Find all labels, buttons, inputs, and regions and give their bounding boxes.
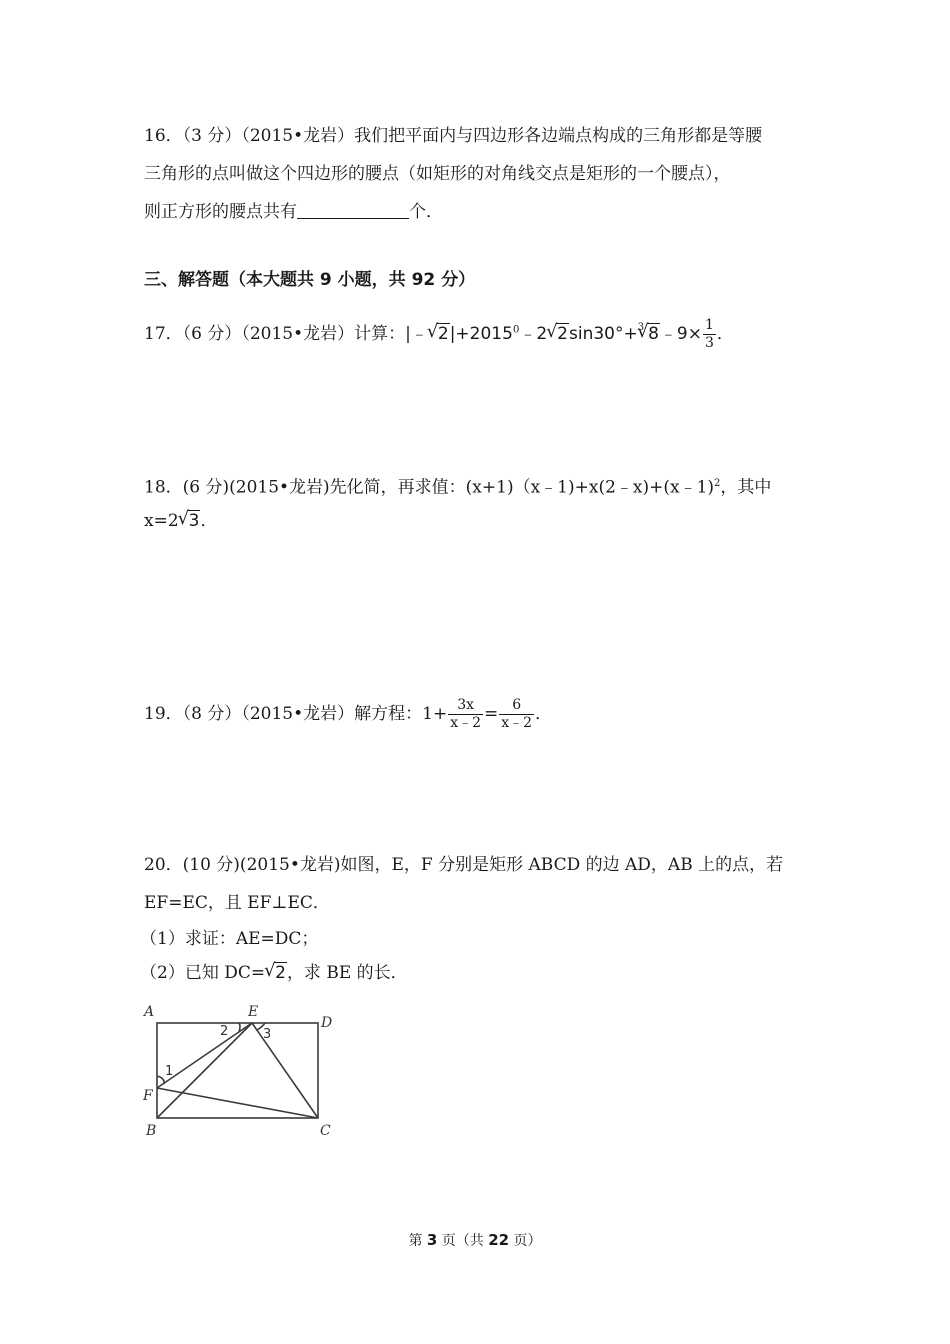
q17-part-e: ﹣9× (659, 324, 702, 344)
q18-line1 (144, 472, 771, 500)
q19-frac1-num: 3x (448, 697, 483, 715)
angle-2-arc (239, 1023, 240, 1032)
q20-sqrt-value: 2 (275, 963, 286, 983)
q19-frac2-den: x﹣2 (501, 715, 533, 731)
q19-frac1-den: x﹣2 (450, 715, 482, 731)
q19-fraction-1 (448, 697, 483, 732)
q17-sqrt-c (547, 322, 569, 346)
q19-prefix: 19．（8 分）（2015•龙岩）解方程：1+ (144, 704, 448, 724)
q17-frac-num: 1 (704, 317, 714, 333)
q20-part2 (140, 961, 408, 985)
q16-line1: 16．（3 分）（2015•龙岩）我们把平面内与四边形各边端点构成的三角形都是等腰 (144, 126, 763, 146)
angle-label-2: 2 (220, 1024, 229, 1039)
footer-mid: 页（共 (437, 1233, 489, 1249)
q20-part2-prefix: （2）已知 DC= (140, 963, 266, 983)
q16-line2: 三角形的点叫做这个四边形的腰点（如矩形的对角线交点是矩形的一个腰点）， (144, 164, 731, 184)
q17-cbrt-value: 8 (648, 324, 659, 344)
q18-sqrt (179, 509, 201, 533)
q16-line3 (144, 200, 443, 224)
q17-line (144, 316, 734, 352)
q18-line2-prefix: x=2 (144, 511, 179, 531)
q16-line3-end: 个． (409, 202, 443, 222)
angle-label-1: 1 (165, 1064, 174, 1079)
q19-fraction-2 (499, 697, 534, 732)
q19-equals: = (484, 704, 499, 724)
q17-frac-den: 3 (704, 335, 714, 351)
q18-text: 18．(6 分)(2015•龙岩)先化简，再求值：(x+1)（x﹣1)+x(2﹣x)+(x﹣1) (144, 477, 715, 498)
label-e: E (248, 1004, 259, 1020)
q20-sqrt (265, 961, 287, 985)
q18-line2 (144, 509, 217, 533)
label-d: D (321, 1015, 333, 1031)
section-title: 三、解答题（本大题共 9 小题，共 92 分） (144, 270, 476, 290)
q18-exp: 2 (714, 478, 721, 489)
q19-frac2-num: 6 (499, 697, 534, 715)
segment-ec (252, 1023, 318, 1118)
q19-end: ． (535, 704, 553, 724)
q18-sqrt-value: 3 (188, 511, 200, 531)
q17-sqrt-a-value: 2 (437, 324, 449, 344)
label-c: C (320, 1123, 331, 1139)
q17-sqrt-c-value: 2 (557, 324, 568, 344)
q17-cbrt (638, 322, 660, 346)
angle-label-3: 3 (263, 1027, 272, 1042)
q20-part2-end: ，求 BE 的长． (286, 963, 408, 983)
segment-fc (157, 1088, 318, 1118)
q17-fraction (703, 317, 716, 352)
label-b: B (146, 1123, 157, 1139)
q17-cbrt-index: 3 (637, 322, 645, 333)
page-footer (0, 1230, 950, 1250)
q17-part-d: sin30°+ (568, 324, 638, 344)
q20-part1: （1）求证：AE=DC； (140, 929, 319, 949)
q20-line1: 20．(10 分)(2015•龙岩)如图，E，F 分别是矩形 ABCD 的边 AD，AB 上的点，若 (144, 855, 784, 875)
footer-total-pages: 22 (488, 1231, 510, 1249)
q18-line2-end: ． (200, 511, 218, 531)
q16-line3-text: 则正方形的腰点共有 (144, 202, 297, 222)
answer-blank (297, 200, 409, 219)
q17-sqrt-a (428, 322, 450, 346)
footer-post: 页） (509, 1233, 542, 1249)
q19-line (144, 697, 552, 732)
q17-part-c: ﹣2 (519, 324, 548, 344)
q17-end: ． (716, 324, 734, 344)
q17-part-b: |+2015 (449, 324, 513, 344)
q17-prefix: 17．（6 分）（2015•龙岩）计算：|﹣ (144, 324, 428, 344)
label-a: A (144, 1004, 155, 1020)
footer-page-number: 3 (426, 1231, 438, 1249)
rectangle-figure (135, 996, 345, 1146)
q18-line1-end: ，其中 (720, 477, 772, 498)
q17-exp-b: 0 (512, 324, 520, 336)
footer-pre: 第 (408, 1233, 427, 1249)
angle-1-arc (157, 1076, 164, 1084)
q20-line2: EF=EC，且 EF⊥EC． (144, 893, 330, 913)
label-f: F (143, 1088, 153, 1104)
